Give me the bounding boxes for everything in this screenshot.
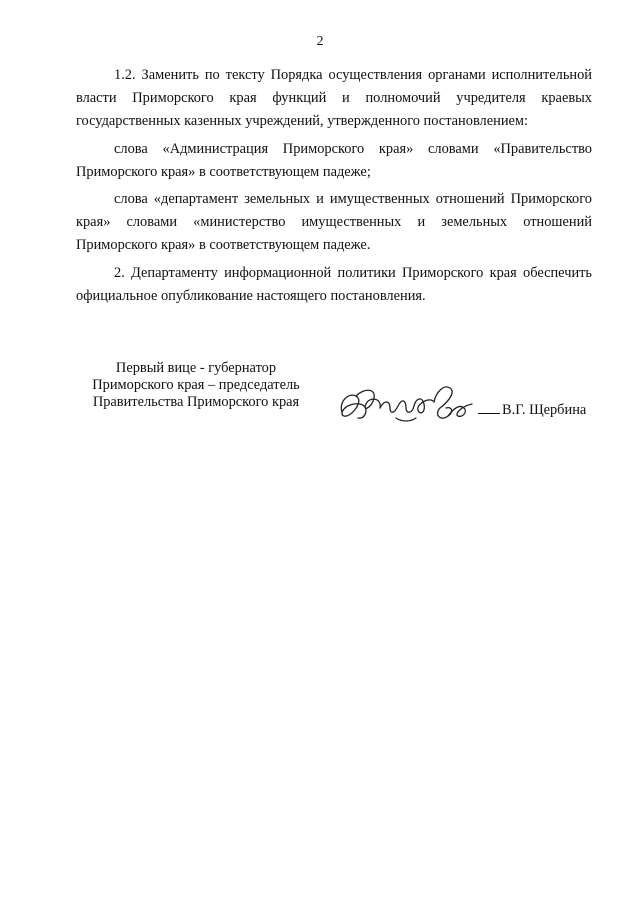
paragraph-1-2: 1.2. Заменить по тексту Порядка осуществления органами исполнительной власти Приморского края функций и полномочий учредителя краевых государственных казенных учреждений, утвержденного постановлением: <box>76 67 592 130</box>
signatory-position-line: Первый вице - губернатор <box>115 360 277 376</box>
signature-underline <box>478 413 500 414</box>
signer-name: В.Г. Щербина <box>502 402 587 418</box>
paragraph-replace-department: слова «департамент земельных и имущественных отношений Приморского края» словами «министерство имущественных и земельных отношений Приморского края» в соответствующем падеже. <box>76 191 592 254</box>
signatory-position-line: Правительства Приморского края <box>92 394 300 410</box>
handwritten-signature <box>336 378 486 434</box>
signer-name-line <box>478 402 586 419</box>
signatory-position-line: Приморского края – председатель <box>92 377 300 393</box>
signatory-position <box>76 360 316 411</box>
paragraph-replace-administration: слова «Администрация Приморского края» словами «Правительство Приморского края» в соответствующем падеже; <box>76 140 592 180</box>
document-body <box>76 64 592 312</box>
paragraph-2: 2. Департаменту информационной политики Приморского края обеспечить официальное опубликование настоящего постановления. <box>76 264 592 304</box>
page-number: 2 <box>316 34 324 49</box>
